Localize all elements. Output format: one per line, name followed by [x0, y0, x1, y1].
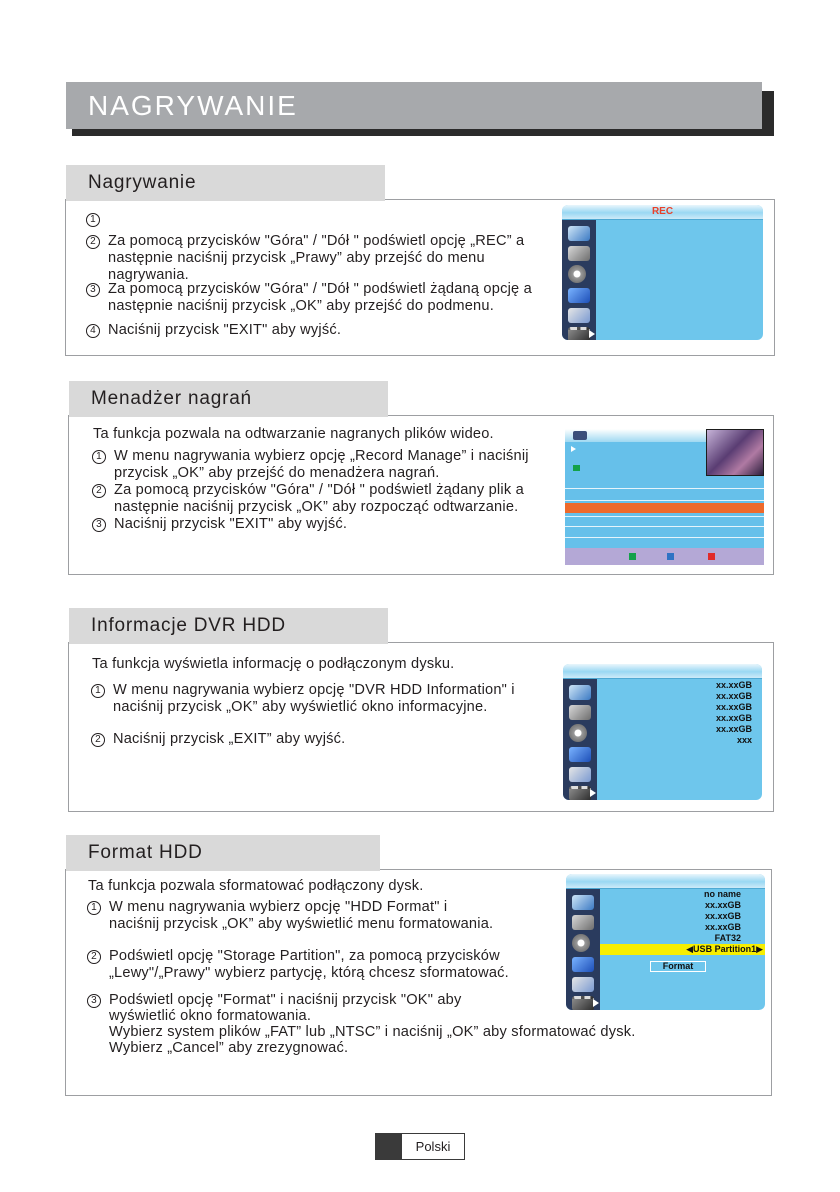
selected-arrow-icon: [590, 789, 596, 797]
record-step-3-cont: następnie naciśnij przycisk „OK” aby przejść do podmenu.: [108, 298, 494, 314]
media-menu-icon: [568, 308, 590, 323]
format-value-5: FAT32: [714, 933, 741, 943]
step-number-2: 2: [91, 733, 105, 747]
screen-header: [563, 664, 762, 679]
format-step-2: 2 Podświetl opcję "Storage Partition", za pomocą przycisków: [87, 948, 500, 965]
step-number-2: 2: [87, 950, 101, 964]
step-number-1: 1: [86, 213, 100, 227]
record-menu-screenshot: [562, 205, 763, 340]
step-number-2: 2: [92, 484, 106, 498]
screen-sidebar: [562, 220, 596, 340]
step-number-1: 1: [87, 901, 101, 915]
hdd-value-3: xx.xxGB: [715, 702, 752, 712]
step-number-3: 3: [92, 518, 106, 532]
picture-menu-icon: [569, 685, 591, 700]
footer-language: Polski: [401, 1133, 465, 1160]
hdd-value-5: xx.xxGB: [715, 724, 752, 734]
manager-button-bar: [565, 548, 764, 565]
screen-header: [562, 205, 763, 220]
recorder-menu-icon: [572, 996, 594, 1010]
record-manager-screenshot: [565, 429, 764, 565]
file-row: [565, 500, 764, 501]
step-number-1: 1: [92, 450, 106, 464]
green-button-icon: [629, 553, 636, 560]
manager-step-3: 3 Naciśnij przycisk "EXIT" aby wyjść.: [92, 516, 347, 533]
selected-arrow-icon: [589, 330, 595, 338]
manager-step-1: 1 W menu nagrywania wybierz opcję „Record Manage” i naciśnij: [92, 448, 529, 465]
tools-menu-icon: [572, 915, 594, 930]
manager-folder-icon: [573, 431, 587, 440]
step-number-1: 1: [91, 684, 105, 698]
format-value-3: xx.xxGB: [704, 911, 741, 921]
format-step-3: 3 Podświetl opcję "Format" i naciśnij przycisk "OK" aby: [87, 992, 462, 1009]
manager-step-1-cont: przycisk „OK” aby przejść do menadżera nagrań.: [114, 465, 440, 481]
file-list: [565, 476, 764, 548]
format-value-1: no name: [703, 889, 741, 899]
hdd-value-4: xx.xxGB: [715, 713, 752, 723]
channel-menu-icon: [568, 288, 590, 303]
tools-menu-icon: [568, 246, 590, 261]
info-step-1-cont: naciśnij przycisk „OK” aby wyświetlić okno informacyjne.: [113, 699, 488, 715]
info-step-1: 1 W menu nagrywania wybierz opcję "DVR HDD Information" i: [91, 682, 515, 699]
format-step-3-cont2: Wybierz system plików „FAT” lub „NTSC” i naciśnij „OK” aby sformatować dysk.: [109, 1024, 636, 1040]
format-step-1: 1 W menu nagrywania wybierz opcję "HDD Format" i: [87, 899, 447, 916]
file-row: [565, 526, 764, 527]
file-row: [565, 488, 764, 489]
channel-menu-icon: [569, 747, 591, 762]
rec-label: REC: [651, 206, 674, 217]
partition-selector: ◀USB Partition1▶: [686, 944, 763, 954]
red-button-icon: [708, 553, 715, 560]
record-step-2: 2 Za pomocą przycisków "Góra" / "Dół " podświetl opcję „REC” a: [86, 233, 524, 250]
record-step-4: 4 Naciśnij przycisk "EXIT" aby wyjść.: [86, 322, 341, 339]
hdd-value-6: xxx: [736, 735, 752, 745]
settings-menu-icon: [568, 265, 586, 283]
format-step-3-cont3: Wybierz „Cancel” aby zrezygnować.: [109, 1040, 349, 1056]
picture-menu-icon: [572, 895, 594, 910]
file-row: [565, 537, 764, 538]
footer-marker: [375, 1133, 401, 1160]
manager-play-arrow-icon: [571, 446, 576, 452]
info-step-2: 2 Naciśnij przycisk „EXIT” aby wyjść.: [91, 731, 345, 748]
manager-heading: Menadżer nagrań: [69, 381, 388, 417]
media-menu-icon: [572, 977, 594, 992]
manager-intro: Ta funkcja pozwala na odtwarzanie nagranych plików wideo.: [93, 426, 494, 442]
manager-step-2: 2 Za pomocą przycisków "Góra" / "Dół " podświetl żądany plik a: [92, 482, 524, 499]
file-row-selected: [565, 503, 764, 513]
hdd-info-screenshot: [563, 664, 762, 800]
format-heading: Format HDD: [66, 835, 380, 871]
format-step-1-cont: naciśnij przycisk „OK” aby wyświetlić menu formatowania.: [109, 916, 494, 932]
format-value-4: xx.xxGB: [704, 922, 741, 932]
record-step-2-cont2: nagrywania.: [108, 267, 189, 283]
tools-menu-icon: [569, 705, 591, 720]
screen-sidebar: [566, 889, 600, 1010]
info-heading: Informacje DVR HDD: [69, 608, 388, 644]
format-button: Format: [650, 961, 706, 972]
format-step-2-cont: „Lewy"/„Prawy" wybierz partycję, którą chcesz sformatować.: [109, 965, 509, 981]
settings-menu-icon: [569, 724, 587, 742]
format-value-2: xx.xxGB: [704, 900, 741, 910]
screen-sidebar: [563, 679, 597, 800]
info-intro: Ta funkcja wyświetla informację o podłączonym dysku.: [92, 656, 455, 672]
step-number-3: 3: [87, 994, 101, 1008]
record-step-1: [86, 211, 108, 228]
format-step-3-cont: wyświetlić okno formatowania.: [109, 1008, 312, 1024]
format-intro: Ta funkcja pozwala sformatować podłączony dysk.: [88, 878, 424, 894]
step-number-3: 3: [86, 283, 100, 297]
step-number-4: 4: [86, 324, 100, 338]
manager-step-2-cont: następnie naciśnij przycisk „OK” aby rozpocząć odtwarzanie.: [114, 499, 519, 515]
selected-arrow-icon: [593, 999, 599, 1007]
hdd-value-1: xx.xxGB: [715, 680, 752, 690]
settings-menu-icon: [572, 934, 590, 952]
recorder-menu-icon: [568, 327, 590, 340]
hdd-value-2: xx.xxGB: [715, 691, 752, 701]
hdd-format-screenshot: [566, 874, 765, 1010]
screen-header: [566, 874, 765, 889]
record-step-2-cont: następnie naciśnij przycisk „Prawy” aby przejść do menu: [108, 250, 485, 266]
step-number-2: 2: [86, 235, 100, 249]
recorder-menu-icon: [569, 786, 591, 800]
blue-button-icon: [667, 553, 674, 560]
file-row: [565, 516, 764, 517]
page-title: NAGRYWANIE: [66, 82, 762, 129]
picture-menu-icon: [568, 226, 590, 241]
video-preview: [706, 429, 764, 476]
manager-green-marker: [573, 465, 580, 471]
media-menu-icon: [569, 767, 591, 782]
record-heading: Nagrywanie: [66, 165, 385, 201]
record-step-3: 3 Za pomocą przycisków "Góra" / "Dół " podświetl żądaną opcję a: [86, 281, 532, 298]
channel-menu-icon: [572, 957, 594, 972]
